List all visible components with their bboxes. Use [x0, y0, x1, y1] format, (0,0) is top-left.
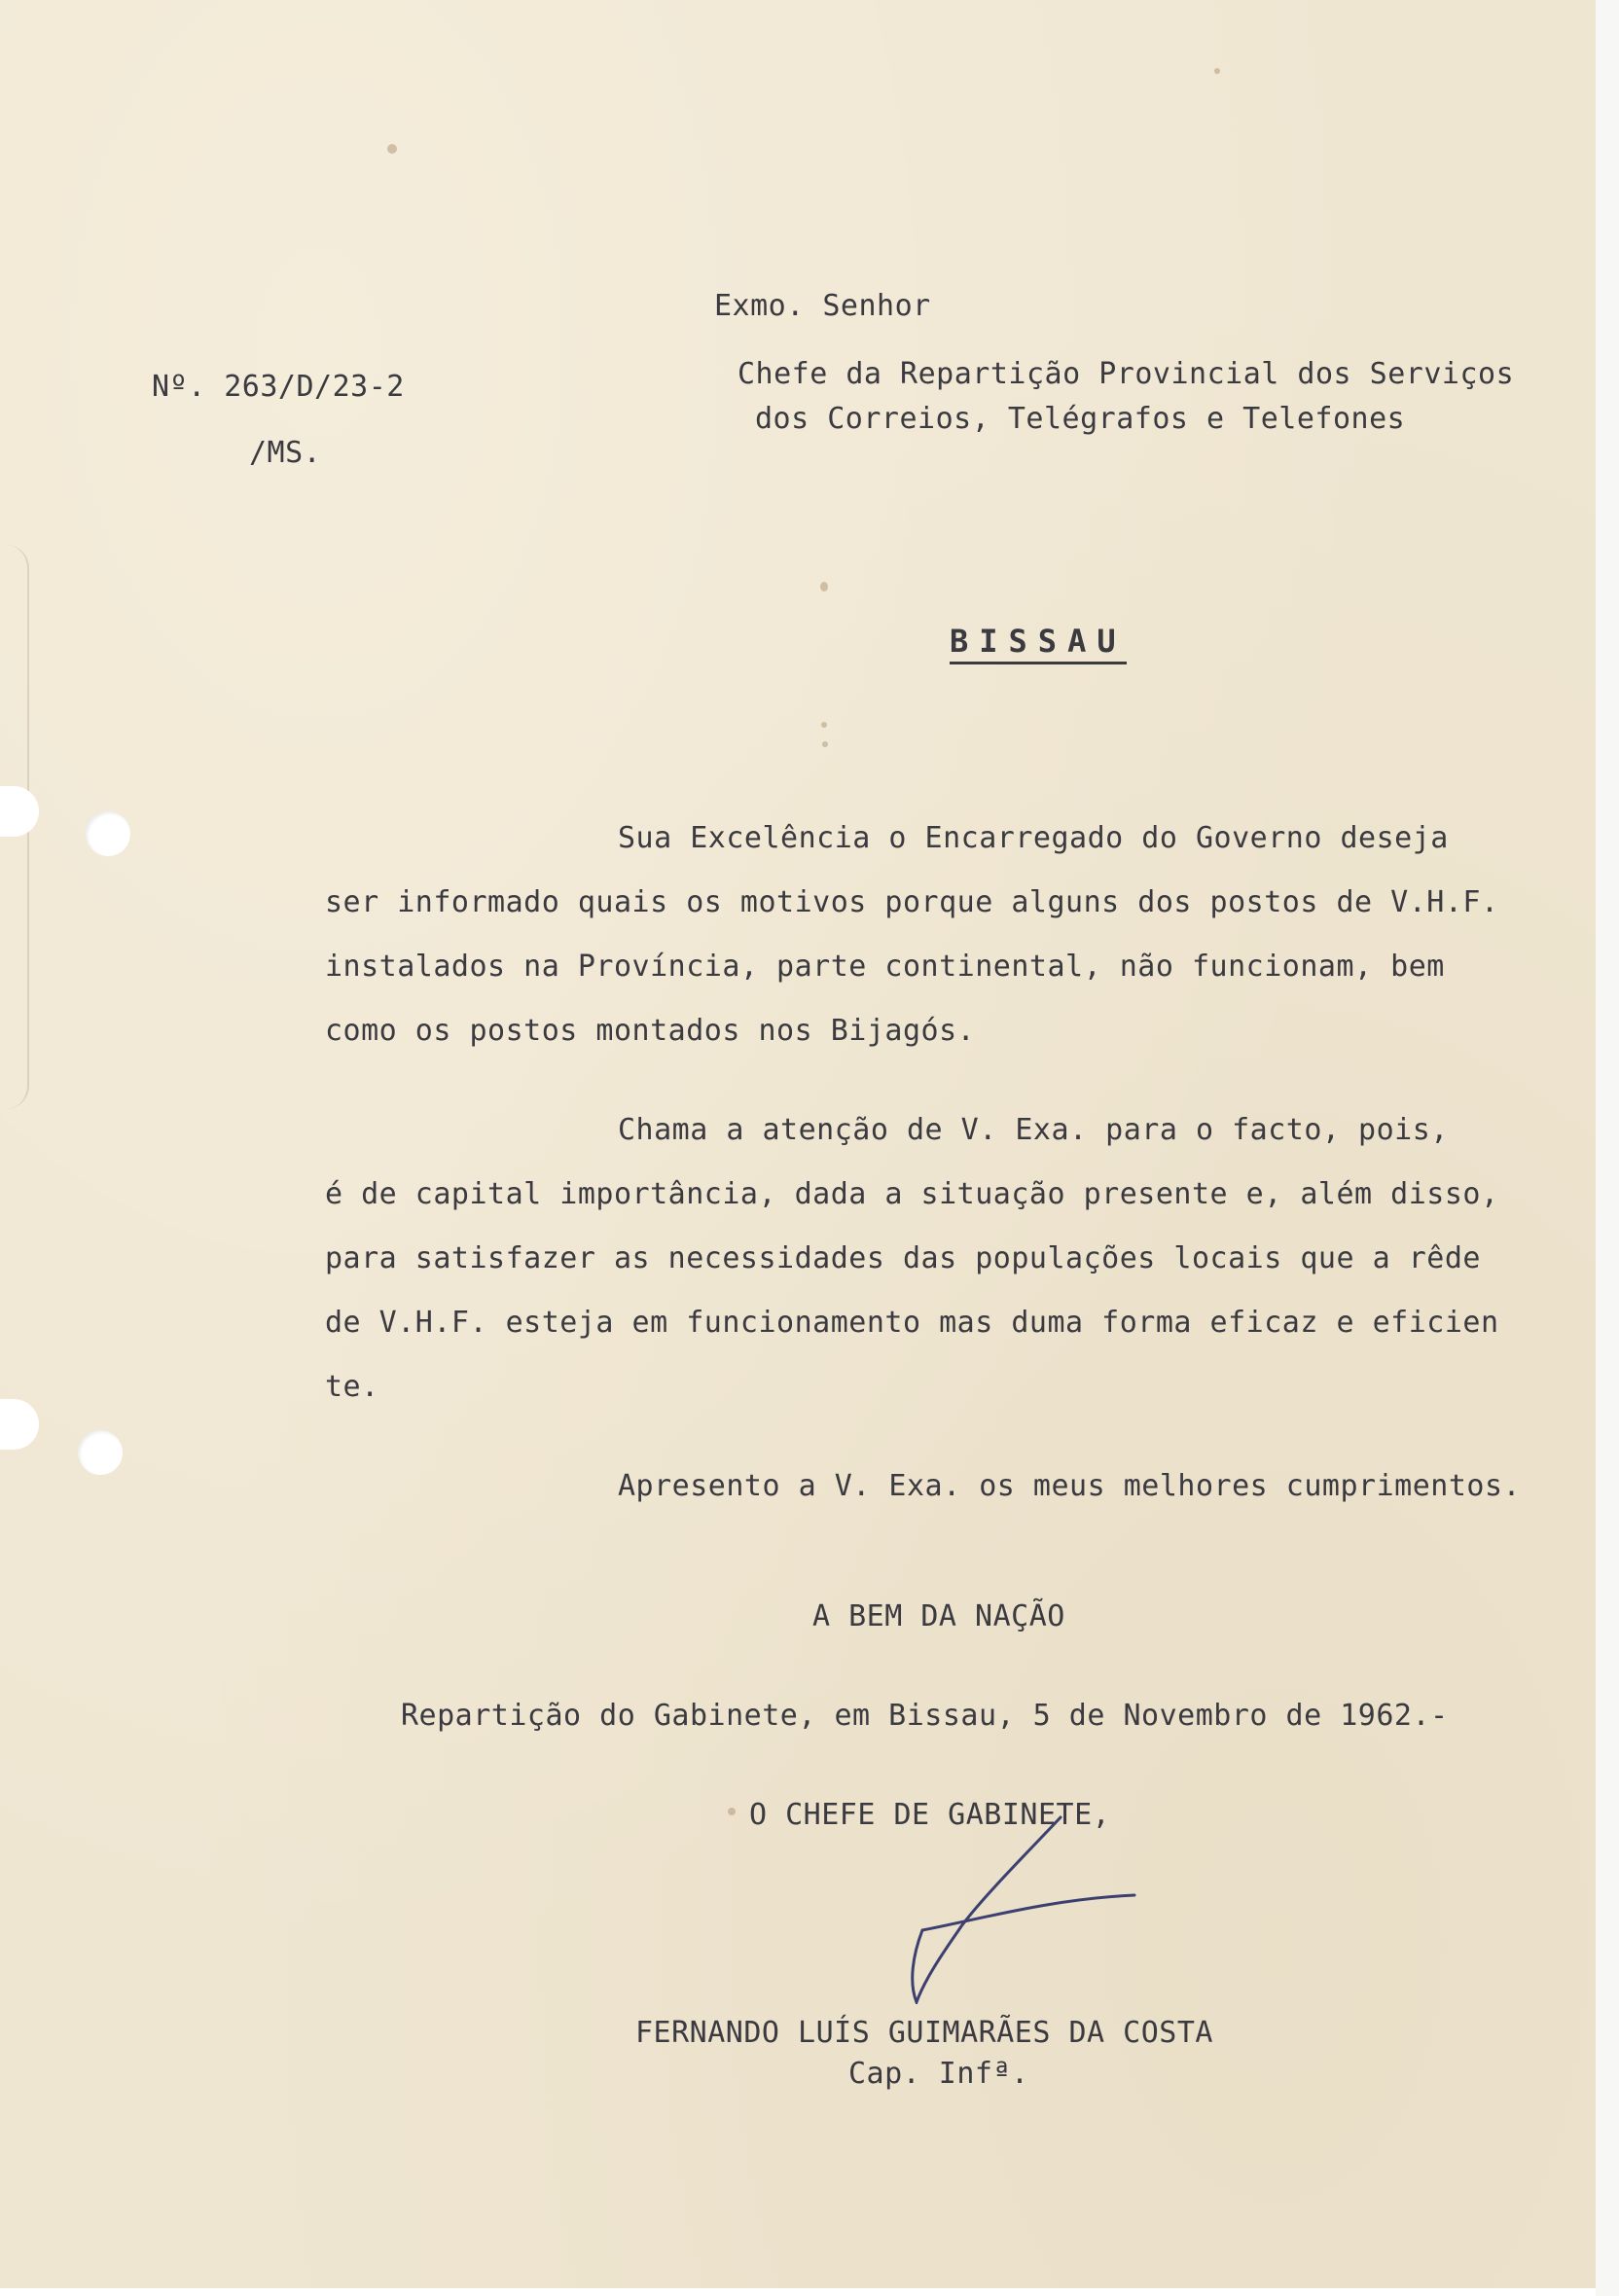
stain-speck: [822, 741, 828, 747]
signer-role: O CHEFE DE GABINETE,: [749, 1798, 1111, 1832]
body-line: Chama a atenção de V. Exa. para o facto, pois,: [618, 1113, 1449, 1147]
stain-speck: [821, 722, 827, 728]
place-date: Repartição do Gabinete, em Bissau, 5 de Novembro de 1962.-: [401, 1699, 1449, 1733]
body-line: é de capital importância, dada a situação presente e, além disso,: [325, 1177, 1499, 1211]
addressee-line: Chefe da Repartição Provincial dos Serviços: [738, 357, 1515, 391]
punch-hole: [86, 811, 130, 856]
punch-hole: [0, 1399, 39, 1450]
stain-speck: [820, 582, 828, 592]
punch-hole: [78, 1430, 123, 1475]
stain-speck: [1214, 68, 1220, 74]
signer-name: FERNANDO LUÍS GUIMARÃES DA COSTA: [635, 2016, 1213, 2050]
signer-rank: Cap. Infª.: [848, 2057, 1029, 2091]
body-line: ser informado quais os motivos porque alguns dos postos de V.H.F.: [325, 885, 1499, 919]
salutation: Exmo. Senhor: [714, 289, 931, 323]
addressee-line: dos Correios, Telégrafos e Telefones: [755, 402, 1406, 436]
handwritten-signature: [895, 1810, 1148, 2004]
body-line: instalados na Província, parte continental, não funcionam, bem: [325, 950, 1445, 984]
destination-city: BISSAU: [950, 623, 1127, 664]
closing-line: Apresento a V. Exa. os meus melhores cumprimentos.: [618, 1469, 1522, 1503]
body-line: para satisfazer as necessidades das populações locais que a rêde: [325, 1241, 1481, 1275]
body-line: te.: [325, 1370, 379, 1404]
body-line: de V.H.F. esteja em funcionamento mas duma forma eficaz e eficien: [325, 1306, 1499, 1340]
motto: A BEM DA NAÇÃO: [812, 1599, 1065, 1633]
stain-speck: [387, 144, 397, 154]
stain-speck: [728, 1808, 736, 1815]
body-line: como os postos montados nos Bijagós.: [325, 1014, 976, 1048]
reference-number: Nº. 263/D/23-2: [152, 370, 405, 404]
punch-hole: [0, 786, 39, 837]
scan-border: [1596, 0, 1619, 2296]
reference-suffix: /MS.: [249, 436, 322, 470]
body-line: Sua Excelência o Encarregado do Governo deseja: [618, 821, 1449, 855]
